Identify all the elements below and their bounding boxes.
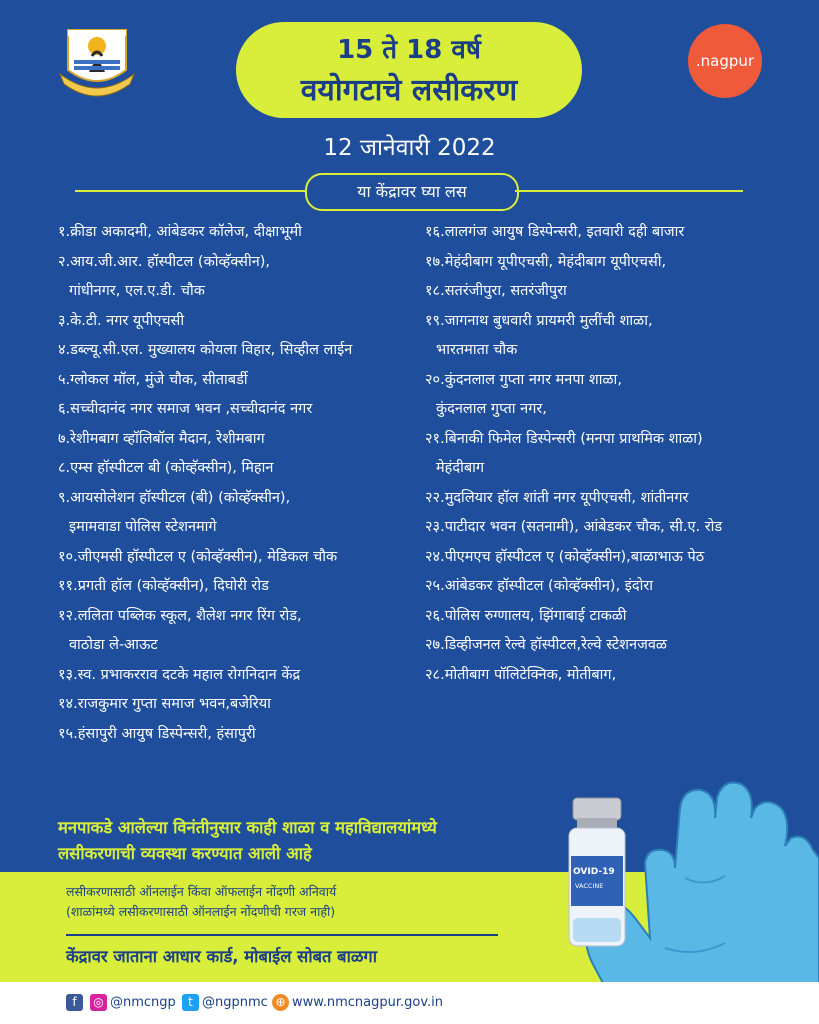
note-line-1: मनपाकडे आलेल्या विनंतीनुसार काही शाळा व महाविद्यालयांमध्ये <box>58 818 437 837</box>
instagram-handle: @nmcngp <box>110 995 176 1010</box>
registration-text <box>66 882 336 922</box>
twitter-icon: t <box>182 994 199 1011</box>
aadhaar-reminder: केंद्रावर जाताना आधार कार्ड, मोबाईल सोबत बाळगा <box>66 947 377 966</box>
vial-label-line-2: VACCINE <box>575 882 604 890</box>
list-item: १४.राजकुमार गुप्ता समाज भवन,बजेरिया <box>58 696 271 712</box>
centres-list-left <box>58 218 418 749</box>
globe-icon: ⊕ <box>272 994 289 1011</box>
list-item: १८.सतरंजीपुरा, सतरंजीपुरा <box>425 283 567 299</box>
list-item: १२.ललिता पब्लिक स्कूल, शैलेश नगर रिंग रोड, <box>58 607 302 624</box>
list-item-continuation: कुंदनलाल गुप्ता नगर, <box>436 401 547 417</box>
list-item: २५.आंबेडकर हॉस्पीटल (कोव्हॅक्सीन), इंदोरा <box>425 578 654 594</box>
instagram-link[interactable] <box>90 993 176 1013</box>
list-item: १०.जीएमसी हॉस्पीटल ए (कोव्हॅक्सीन), मेडिकल चौक <box>58 548 338 565</box>
list-item: १६.लालगंज आयुष डिस्पेन्सरी, इतवारी दही बाजार <box>425 224 685 240</box>
footer-bar <box>0 982 819 1024</box>
list-item: २३.पाटीदार भवन (सतनामी), आंबेडकर चौक, सी.ए. रोड <box>425 519 723 535</box>
list-item: ३.के.टी. नगर यूपीएचसी <box>58 312 185 329</box>
list-item: २६.पोलिस रुग्णालय, झिंगाबाई टाकळी <box>425 607 627 624</box>
list-item: २४.पीएमएच हॉस्पीटल ए (कोव्हॅक्सीन),बाळाभाऊ पेठ <box>425 548 705 565</box>
title-banner <box>236 22 582 118</box>
list-item: ८.एम्स हॉस्पीटल बी (कोव्हॅक्सीन), मिहान <box>58 460 274 476</box>
list-item-continuation: वाठोडा ले-आऊट <box>69 637 158 653</box>
list-item: ११.प्रगती हॉल (कोव्हॅक्सीन), दिघोरी रोड <box>58 578 269 594</box>
list-item-continuation: मेहंदीबाग <box>436 460 485 476</box>
twitter-link[interactable] <box>182 993 268 1013</box>
list-item-continuation: भारतमाता चौक <box>436 342 518 358</box>
registration-line-2: (शाळांमध्ये लसीकरणासाठी ऑनलाईन नोंदणीची गरज नाही) <box>66 904 336 919</box>
list-item: २०.कुंदनलाल गुप्ता नगर मनपा शाळा, <box>425 371 622 388</box>
date-label: 12 जानेवारी 2022 <box>323 135 496 161</box>
website-url: www.nmcnagpur.gov.in <box>292 995 443 1010</box>
list-item: ४.डब्ल्यू.सी.एल. मुख्यालय कोयला विहार, सिव्हील लाईन <box>58 342 353 358</box>
list-item: ७.रेशीमबाग व्हॉलिबॉल मैदान, रेशीमबाग <box>58 430 265 447</box>
list-item: २२.मुदलियार हॉल शांती नगर यूपीएचसी, शांतीनगर <box>425 489 689 506</box>
facebook-link[interactable] <box>66 993 86 1013</box>
list-item-continuation: गांधीनगर, एल.ए.डी. चौक <box>69 283 205 299</box>
schools-note <box>58 815 437 867</box>
divider-left <box>75 190 305 192</box>
band-divider <box>66 934 498 936</box>
centres-list-right <box>425 218 800 690</box>
list-item: ६.सच्चीदानंद नगर समाज भवन ,सच्चीदानंद नगर <box>58 401 313 417</box>
twitter-handle: @ngpnmc <box>202 995 268 1010</box>
list-item: २७.डिव्हीजनल रेल्वे हॉस्पीटल,रेल्वे स्टेशनजवळ <box>425 637 667 653</box>
website-link[interactable] <box>272 993 443 1013</box>
note-line-2: लसीकरणाची व्यवस्था करण्यात आली आहे <box>58 844 312 863</box>
instagram-icon: ◎ <box>90 994 107 1011</box>
centres-heading: या केंद्रावर घ्या लस <box>305 173 519 211</box>
nmc-emblem-logo <box>56 22 138 104</box>
list-item: २८.मोतीबाग पॉलिटेक्निक, मोतीबाग, <box>425 666 617 683</box>
list-item: १.क्रीडा अकादमी, आंबेडकर कॉलेज, दीक्षाभूमी <box>58 224 302 240</box>
facebook-icon: f <box>66 994 83 1011</box>
list-item: ९.आयसोलेशन हॉस्पीटल (बी) (कोव्हॅक्सीन), <box>58 489 291 506</box>
list-item: १७.मेहंदीबाग यूपीएचसी, मेहंदीबाग यूपीएचसी, <box>425 253 667 270</box>
title-line-1: 15 ते 18 वर्ष <box>337 35 481 65</box>
registration-line-1: लसीकरणासाठी ऑनलाईन किंवा ऑफलाईन नोंदणी अनिवार्य <box>66 884 337 899</box>
list-item: २.आय.जी.आर. हॉस्पीटल (कोव्हॅक्सीन), <box>58 253 271 270</box>
nagpur-brand-badge: .nagpur <box>688 24 762 98</box>
list-item: ५.ग्लोकल मॉल, मुंजे चौक, सीताबर्डी <box>58 371 248 388</box>
title-line-2: वयोगटाचे लसीकरण <box>300 73 518 108</box>
vial-label-line-1: OVID-19 <box>573 867 615 877</box>
list-item: १९.जागनाथ बुधवारी प्रायमरी मुलींची शाळा, <box>425 312 653 329</box>
divider-right <box>515 190 743 192</box>
list-item: २१.बिनाकी फिमेल डिस्पेन्सरी (मनपा प्राथमिक शाळा) <box>425 430 703 447</box>
list-item-continuation: इमामवाडा पोलिस स्टेशनमागे <box>69 519 217 535</box>
list-item: १३.स्व. प्रभाकरराव दटके महाल रोगनिदान केंद्र <box>58 666 301 683</box>
list-item: १५.हंसापुरी आयुष डिस्पेन्सरी, हंसापुरी <box>58 725 256 742</box>
